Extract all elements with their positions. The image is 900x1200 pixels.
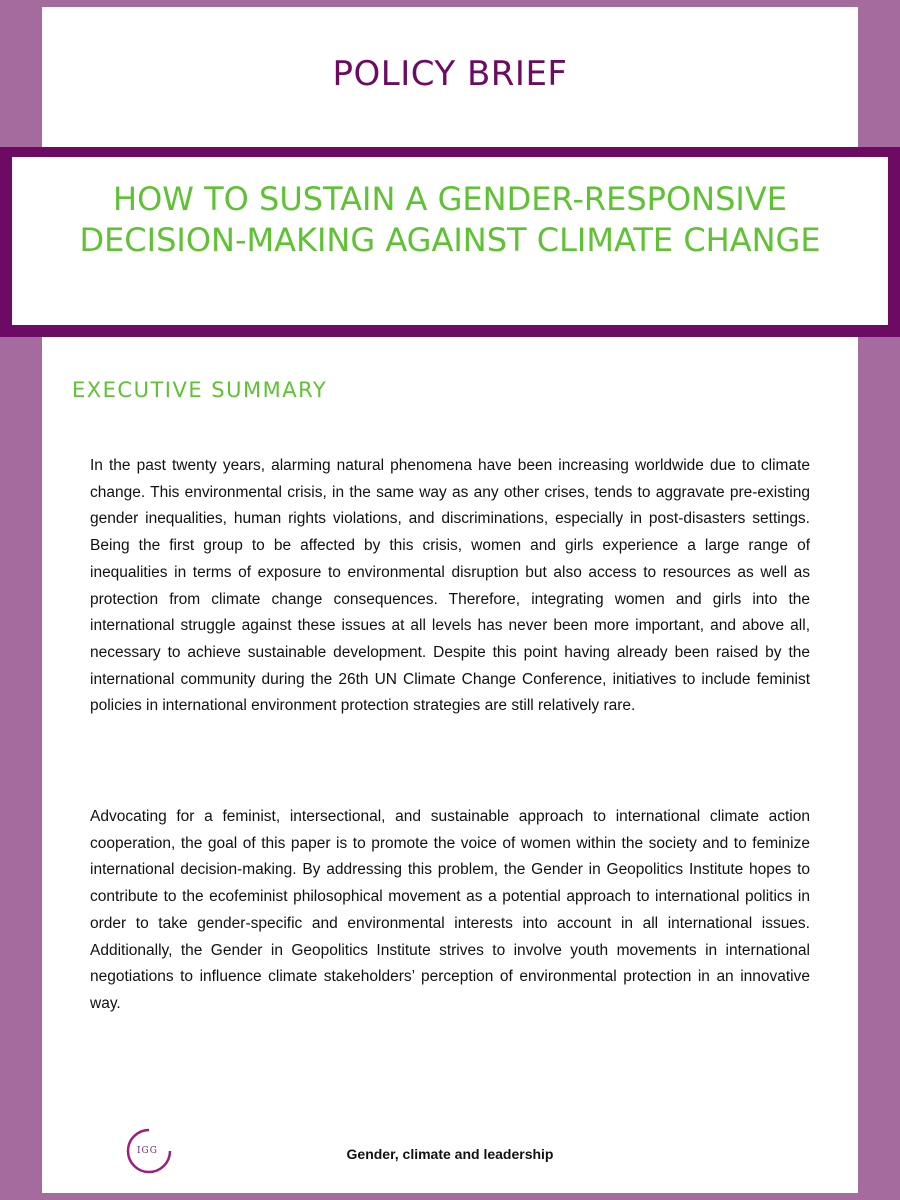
- summary-paragraph-2: Advocating for a feminist, intersectional, and sustainable approach to international climate action cooperation, the goal of this paper is to promote the voice of women within the society and to feminize international decision-making. By addressing this problem, the Gender in Geopolitics Institute hopes to contribute to the ecofeminist philosophical movement as a potential approach to international politics in order to take gender-specific and environmental interests into account in all international issues. Additionally, the Gender in Geopolitics Institute strives to involve youth movements in international negotiations to influence climate stakeholders’ perception of environmental protection in an innovative way.: [90, 808, 810, 1012]
- title-banner-inner: [12, 157, 888, 325]
- logo-text: IGG: [137, 1146, 158, 1156]
- section-heading: EXECUTIVE SUMMARY: [72, 378, 328, 402]
- document-type-label: POLICY BRIEF: [332, 54, 568, 94]
- summary-paragraph-1: In the past twenty years, alarming natural phenomena have been increasing worldwide due to climate change. This environmental crisis, in the same way as any other crises, tends to aggravate pre-existing gender inequalities, human rights violations, and discriminations, especially in post-disasters settings. Being the first group to be affected by this crisis, women and girls experience a large range of inequalities in terms of exposure to environmental disruption but also access to resources as well as protection from climate change consequences. Therefore, integrating women and girls into the international struggle against these issues at all levels has never been more important, and above all, necessary to achieve sustainable development. Despite this point having already been raised by the international community during the 26th UN Climate Change Conference, initiatives to include feminist policies in international environment protection strategies are still relatively rare.: [90, 457, 810, 715]
- footer-tagline: Gender, climate and leadership: [346, 1146, 554, 1162]
- document-title: HOW TO SUSTAIN A GENDER-RESPONSIVE DECISION-MAKING AGAINST CLIMATE CHANGE: [79, 180, 821, 259]
- title-banner: [0, 147, 900, 337]
